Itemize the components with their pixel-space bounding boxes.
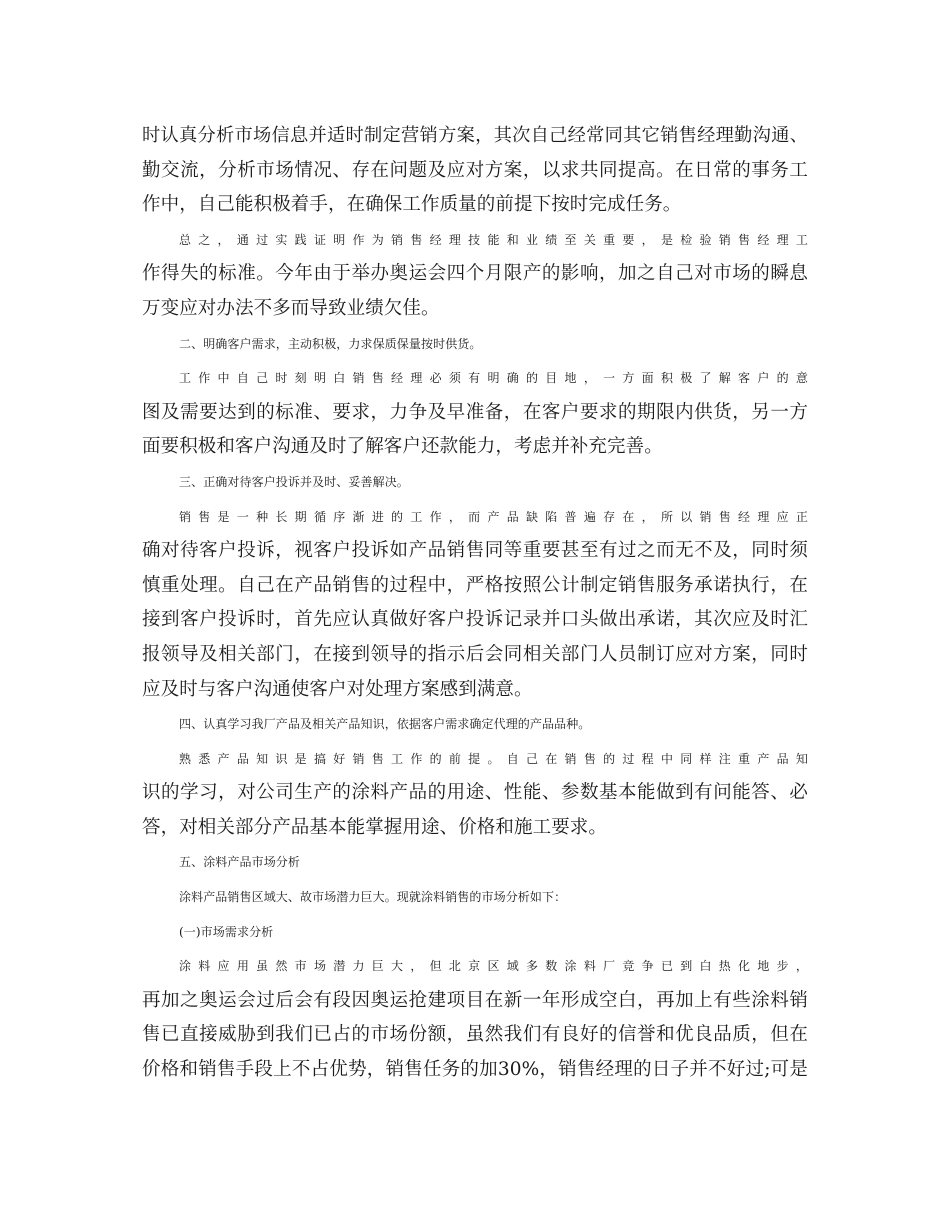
text-line: 应及时与客户沟通使客户对处理方案感到满意。 bbox=[142, 678, 533, 700]
text-line: 涂料应用虽然市场潜力巨大，但北京区域多数涂料厂竞争已到白热化地步， bbox=[179, 959, 808, 974]
text-line: 答，对相关部分产品基本能掌握用途、价格和施工要求。 bbox=[142, 816, 608, 838]
text-line: 万变应对办法不多而导致业绩欠佳。 bbox=[142, 297, 440, 319]
text-line: 二、明确客户需求，主动积极，力求保质保量按时供货。 bbox=[179, 336, 482, 351]
text-line: 报领导及相关部门，在接到领导的指示后会同相关部门人员制订应对方案，同时 bbox=[142, 643, 808, 665]
text-line: 总之，通过实践证明作为销售经理技能和业绩至关重要，是检验销售经理工 bbox=[179, 232, 808, 247]
text-line: 图及需要达到的标准、要求，力争及早准备，在客户要求的期限内供货，另一方 bbox=[142, 401, 808, 423]
text-line: 四、认真学习我厂产品及相关产品知识，依据客户需求确定代理的产品品种。 bbox=[179, 717, 591, 732]
document-body bbox=[142, 119, 808, 1088]
text-line: 时认真分析市场信息并适时制定营销方案，其次自己经常同其它销售经理勤沟通、 bbox=[142, 125, 808, 146]
text-line: 三、正确对待客户投诉并及时、妥善解决。 bbox=[179, 474, 409, 489]
text-line: 销售是一种长期循序渐进的工作，而产品缺陷普遍存在，所以销售经理应正 bbox=[179, 509, 808, 524]
text-line: 售已直接威胁到我们已占的市场份额，虽然我们有良好的信誉和优良品质，但在 bbox=[142, 1024, 808, 1046]
text-line: 接到客户投诉时，首先应认真做好客户投诉记录并口头做出承诺，其次应及时汇 bbox=[142, 609, 808, 631]
text-line: 作中，自己能积极着手，在确保工作质量的前提下按时完成任务。 bbox=[142, 194, 682, 216]
text-line: 慎重处理。自己在产品销售的过程中，严格按照公计制定销售服务承诺执行，在 bbox=[142, 574, 808, 596]
text-line: 再加之奥运会过后会有段因奥运抢建项目在新一年形成空白，再加上有些涂料销 bbox=[142, 989, 808, 1011]
text-line: 价格和销售手段上不占优势，销售任务的加30%，销售经理的日子并不好过;可是 bbox=[142, 1059, 808, 1081]
text-line: 熟悉产品知识是搞好销售工作的前提。自己在销售的过程中同样注重产品知 bbox=[179, 751, 808, 766]
text-line: 作得失的标准。今年由于举办奥运会四个月限产的影响，加之自己对市场的瞬息 bbox=[142, 263, 808, 285]
text-line: 涂料产品销售区域大、故市场潜力巨大。现就涂料销售的市场分析如下： bbox=[179, 890, 567, 905]
text-line: 五、涂料产品市场分析 bbox=[179, 855, 301, 870]
text-line: 工作中自己时刻明白销售经理必须有明确的目地，一方面积极了解客户的意 bbox=[179, 371, 808, 386]
text-line: 识的学习，对公司生产的涂料产品的用途、性能、参数基本能做到有问能答、必 bbox=[142, 782, 808, 804]
text-line: 勤交流，分析市场情况、存在问题及应对方案，以求共同提高。在日常的事务工 bbox=[142, 159, 808, 181]
text-line: (一)市场需求分析 bbox=[179, 924, 274, 939]
text-line: 面要积极和客户沟通及时了解客户还款能力，考虑并补充完善。 bbox=[142, 436, 663, 458]
text-line: 确对待客户投诉，视客户投诉如产品销售同等重要甚至有过之而无不及，同时须 bbox=[142, 540, 808, 562]
